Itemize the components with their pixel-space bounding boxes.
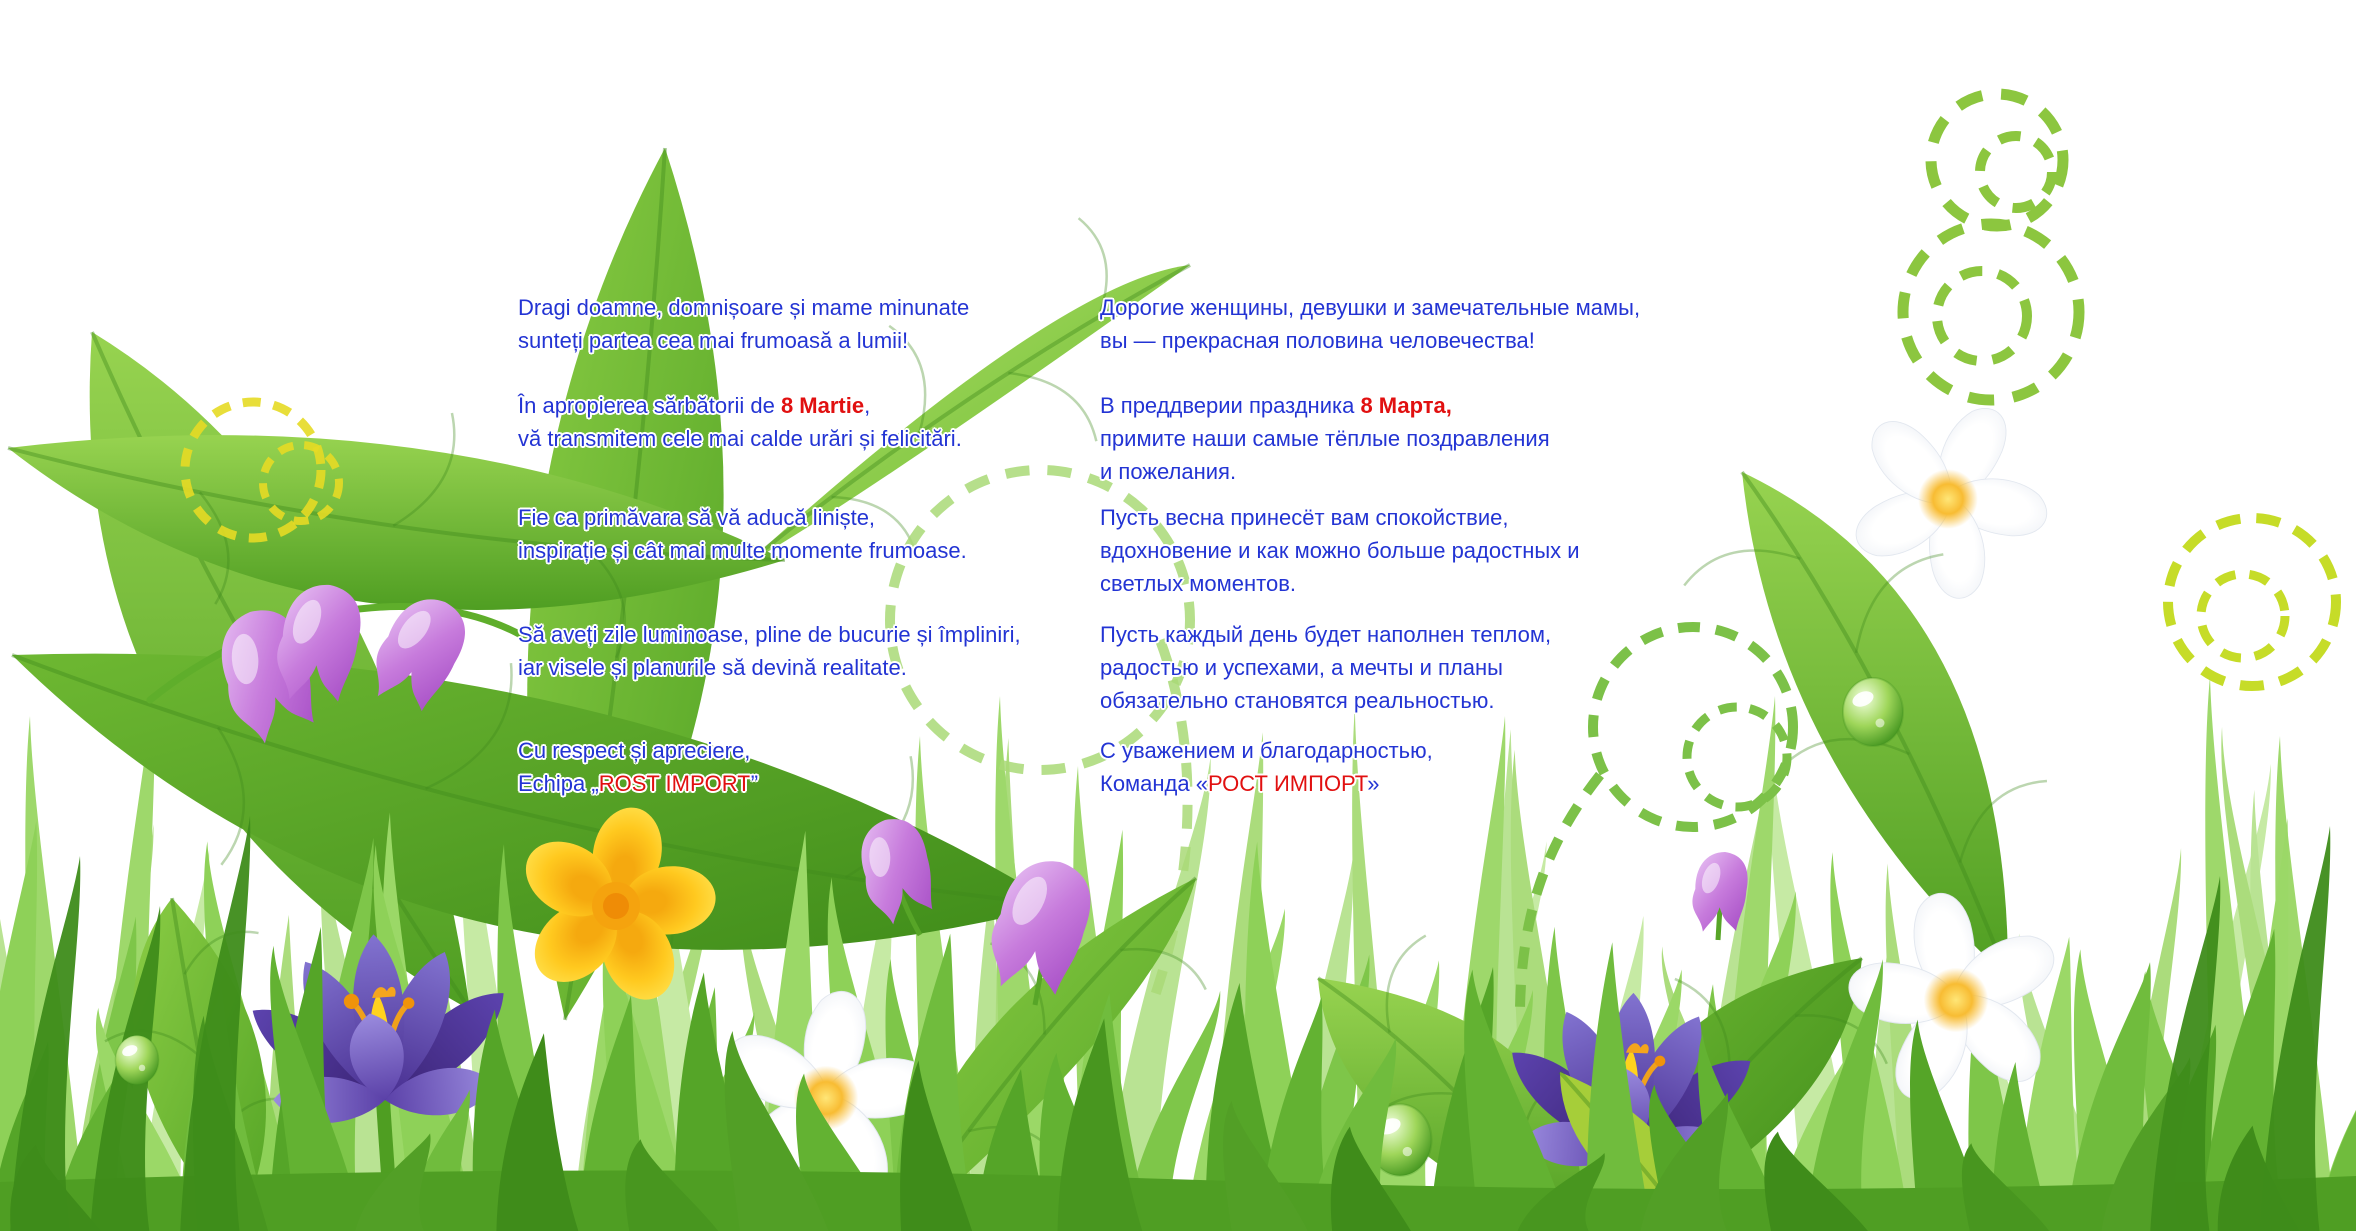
greeting-line [518,291,969,324]
greeting-line [1100,422,1550,455]
text-segment: Команда « [1100,771,1208,796]
greeting-line [518,501,967,534]
greeting-line [1100,324,1640,357]
greeting-paragraph-russian-4 [1100,618,1551,717]
highlighted-text: 8 Martie [780,393,865,418]
text-segment: ” [750,771,759,796]
greeting-line [518,767,758,800]
text-segment: обязательно становятся реальностью. [1100,688,1495,713]
greeting-paragraph-romanian-1 [518,291,969,357]
highlighted-text: РОСТ ИМПОРТ [1207,771,1368,796]
greeting-text-romanian [518,0,1118,1231]
highlighted-text: ROST IMPORT [598,771,751,796]
text-segment: светлых моментов. [1100,571,1297,596]
text-segment: примите наши самые тёплые поздравления [1100,426,1550,451]
text-segment: Echipa „ [518,771,599,796]
text-segment: С уважением и благодарностью, [1100,738,1433,763]
text-segment: Dragi doamne, domnișoare și mame minunate [518,295,970,320]
greeting-line [518,534,967,567]
text-segment: Пусть весна принесёт вам спокойствие, [1100,505,1509,530]
greeting-line [1100,684,1551,717]
greeting-line [518,734,758,767]
greeting-line [518,422,962,455]
text-segment: радостью и успехами, а мечты и планы [1100,655,1503,680]
dew-drop-left [115,1036,158,1085]
greeting-line [1100,455,1550,488]
greeting-paragraph-russian-5 [1100,734,1433,800]
text-segment: Дорогие женщины, девушки и замечательные мамы, [1100,295,1641,320]
greeting-line [1100,618,1551,651]
text-segment: În apropierea sărbătorii de [518,393,781,418]
text-segment: вдохновение и как можно больше радостных и [1100,538,1580,563]
text-segment: Să aveți zile luminoase, pline de bucurie și împliniri, [518,622,1021,647]
greeting-paragraph-romanian-2 [518,389,962,455]
greeting-line [1100,389,1550,422]
text-segment: , [864,393,871,418]
dashed-swirl-ornament-right [2168,518,2336,686]
greeting-line [518,324,969,357]
text-segment: sunteți partea cea mai frumoasă a lumii! [518,328,909,353]
dashed-swirl-ornaments-top-right [1903,94,2079,400]
text-segment: В преддверии праздника [1100,393,1361,418]
highlighted-text: 8 Марта, [1360,393,1452,418]
greeting-paragraph-romanian-3 [518,501,967,567]
greeting-line [1100,651,1551,684]
greeting-paragraph-russian-1 [1100,291,1640,357]
greeting-line [1100,567,1580,600]
greeting-line [518,389,962,422]
text-segment: Пусть каждый день будет наполнен теплом, [1100,622,1552,647]
greeting-line [1100,767,1433,800]
greeting-paragraph-russian-2 [1100,389,1550,488]
greeting-line [1100,534,1580,567]
greeting-line [1100,501,1580,534]
text-segment: Fie ca primăvara să vă aducă liniște, [518,505,876,530]
greeting-paragraph-romanian-5 [518,734,758,800]
text-segment: Cu respect și apreciere, [518,738,751,763]
greeting-line [1100,734,1433,767]
greeting-line [518,651,1021,684]
text-segment: и пожелания. [1100,459,1237,484]
greeting-paragraph-romanian-4 [518,618,1021,684]
text-segment: iar visele și planurile să devină realitate. [518,655,907,680]
greeting-text-russian [1100,0,1740,1231]
text-segment: » [1367,771,1380,796]
greeting-paragraph-russian-3 [1100,501,1580,600]
text-segment: вы — прекрасная половина человечества! [1100,328,1535,353]
text-segment: vă transmitem cele mai calde urări și felicitări. [518,426,962,451]
greeting-line [518,618,1021,651]
text-segment: inspirație și cât mai multe momente frumoase. [518,538,967,563]
greeting-line [1100,291,1640,324]
